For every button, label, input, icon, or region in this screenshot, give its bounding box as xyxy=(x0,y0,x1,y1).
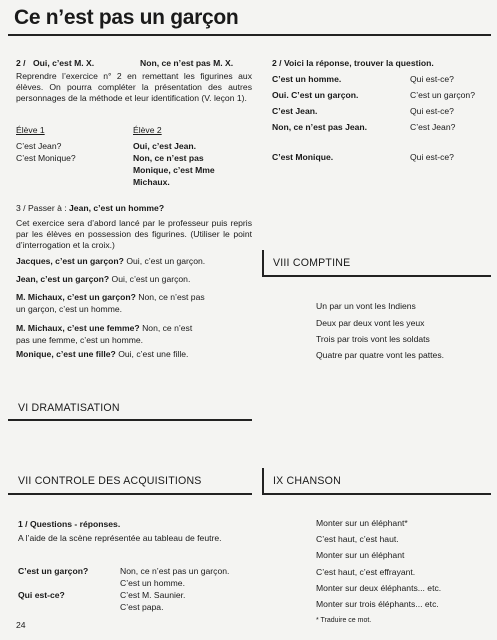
footnote: * Traduire ce mot. xyxy=(316,617,372,624)
ex3-line-cont: pas une femme, c’est un homme. xyxy=(16,335,144,345)
ex3-a: Oui, c’est un garçon. xyxy=(126,256,206,266)
section-viii-rule xyxy=(262,275,491,277)
eleve1-label: Élève 1 xyxy=(16,125,45,135)
right-ex2-question: Qui est-ce? xyxy=(410,74,454,84)
ex2-paragraph: Reprendre l’exercice n° 2 en remettant les figurines aux élèves. On pourra compléter la présentation des autres personnages de la méthode et leur identification (V. leçon 1). xyxy=(16,71,252,103)
exq-a: C’est M. Saunier. xyxy=(120,590,186,600)
section-vii-rule xyxy=(8,493,252,495)
ex2-heading-num: 2 / xyxy=(16,58,26,68)
chanson-line: Monter sur un éléphant xyxy=(316,550,405,560)
ex3-paragraph: Cet exercice sera d’abord lancé par le professeur puis repris par les élèves en possession des figurines. (Utiliser le point d’interrogation et la croix.) xyxy=(16,218,252,250)
ex2-a1: Oui, c’est Jean. xyxy=(133,141,197,151)
right-ex2-answer: Non, ce n’est pas Jean. xyxy=(272,122,368,132)
exq-a: Non, ce n’est pas un garçon. xyxy=(120,566,230,576)
ex3-q: M. Michaux, c’est une femme? xyxy=(16,323,140,333)
right-ex2-question: Qui est-ce? xyxy=(410,152,454,162)
right-ex2-answer: C’est Jean. xyxy=(272,106,318,116)
ex3-line xyxy=(16,349,188,360)
ex3-q: M. Michaux, c’est un garçon? xyxy=(16,292,136,302)
page-title: Ce n’est pas un garçon xyxy=(14,6,239,29)
section-viii-heading: VIII COMPTINE xyxy=(273,257,351,269)
ex3-q: Jean, c’est un garçon? xyxy=(16,274,110,284)
exq-paragraph: A l’aide de la scène représentée au tableau de feutre. xyxy=(18,533,222,543)
section-viii-side-rule xyxy=(262,250,264,276)
chanson-line: C’est haut, c’est haut. xyxy=(316,534,399,544)
ex3-a: Oui, c’est un garçon. xyxy=(111,274,191,284)
right-ex2-question: C’est Jean? xyxy=(410,122,456,132)
ex2-a2-line1: Non, ce n’est pas xyxy=(133,153,204,163)
section-ix-rule xyxy=(262,493,491,495)
comptine-line: Un par un vont les Indiens xyxy=(316,301,416,311)
right-ex2-question: Qui est-ce? xyxy=(410,106,454,116)
ex2-q2: C’est Monique? xyxy=(16,153,76,163)
comptine-line: Deux par deux vont les yeux xyxy=(316,318,425,328)
ex2-heading-left: Oui, c’est M. X. xyxy=(33,58,95,68)
ex3-line-cont: un garçon, c’est un homme. xyxy=(16,304,123,314)
title-rule xyxy=(8,34,491,36)
right-ex2-question: C’est un garçon? xyxy=(410,90,475,100)
ex3-heading-prefix: 3 / Passer à : xyxy=(16,203,67,213)
ex3-a: Non, ce n’est pas xyxy=(138,292,205,302)
right-ex2-answer: C’est Monique. xyxy=(272,152,334,162)
exq-a: C’est un homme. xyxy=(120,578,185,588)
exq-q: Qui est-ce? xyxy=(18,590,65,600)
ex2-q1: C’est Jean? xyxy=(16,141,62,151)
right-ex2-heading: 2 / Voici la réponse, trouver la question. xyxy=(272,58,434,68)
comptine-line: Quatre par quatre vont les pattes. xyxy=(316,350,445,360)
ex3-line xyxy=(16,292,205,303)
section-vii-heading: VII CONTROLE DES ACQUISITIONS xyxy=(18,475,202,487)
exq-q: C’est un garçon? xyxy=(18,566,89,576)
ex2-heading-right: Non, ce n’est pas M. X. xyxy=(140,58,234,68)
comptine-line: Trois par trois vont les soldats xyxy=(316,334,430,344)
section-ix-side-rule xyxy=(262,468,264,494)
section-vi-rule xyxy=(8,419,252,421)
exq-heading xyxy=(18,519,120,530)
ex3-line xyxy=(16,323,192,334)
ex3-heading xyxy=(16,203,164,214)
section-ix-heading: IX CHANSON xyxy=(273,475,341,487)
chanson-line: Monter sur deux éléphants... etc. xyxy=(316,583,442,593)
section-vi-heading: VI DRAMATISATION xyxy=(18,402,120,414)
chanson-line: Monter sur trois éléphants... etc. xyxy=(316,599,439,609)
exq-heading-text: Questions - réponses. xyxy=(29,519,121,529)
ex3-line xyxy=(16,256,205,267)
exq-heading-num: 1 / xyxy=(18,519,28,529)
ex3-q: Jacques, c’est un garçon? xyxy=(16,256,124,266)
exq-a: C’est papa. xyxy=(120,602,164,612)
right-ex2-answer: Oui. C’est un garçon. xyxy=(272,90,359,100)
ex3-a: Non, ce n’est xyxy=(142,323,193,333)
ex2-a2-line2: Monique, c’est Mme xyxy=(133,165,215,175)
eleve2-label: Élève 2 xyxy=(133,125,162,135)
page-number: 24 xyxy=(16,620,26,630)
right-ex2-answer: C’est un homme. xyxy=(272,74,342,84)
ex3-a: Oui, c’est une fille. xyxy=(118,349,189,359)
ex2-a2-line3: Michaux. xyxy=(133,177,170,187)
ex3-heading-bold: Jean, c’est un homme? xyxy=(69,203,165,213)
ex3-q: Monique, c’est une fille? xyxy=(16,349,116,359)
chanson-line: Monter sur un éléphant* xyxy=(316,518,408,528)
chanson-line: C’est haut, c’est effrayant. xyxy=(316,567,416,577)
ex3-line xyxy=(16,274,190,285)
